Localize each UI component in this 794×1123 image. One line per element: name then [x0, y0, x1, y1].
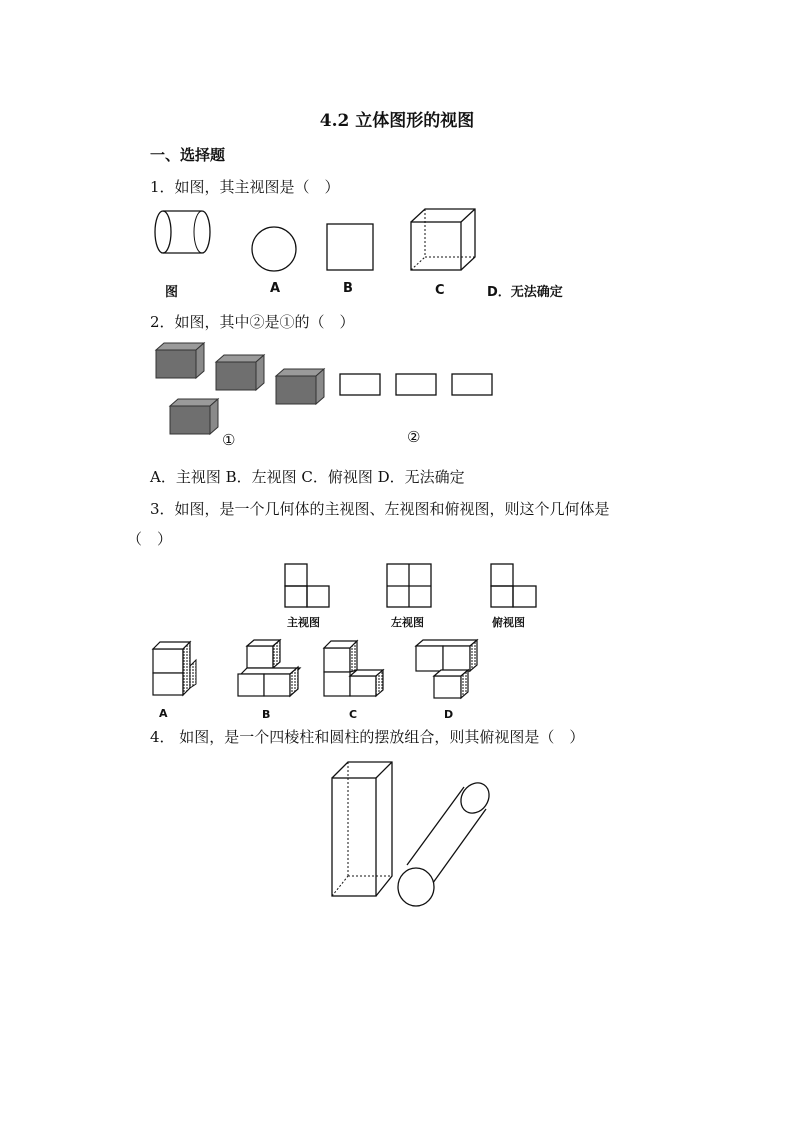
q1-option-b-square	[325, 222, 377, 274]
q1-option-a-label: A	[270, 281, 281, 296]
q4-prism	[332, 762, 392, 896]
q2-block-3	[276, 369, 324, 404]
q1-figure-label: 图	[165, 285, 179, 300]
q3-solid-b	[238, 640, 300, 696]
q3-choice-c-label: C	[349, 708, 358, 721]
q3-choice-b-label: B	[262, 708, 271, 721]
q1-option-c-cube	[408, 206, 480, 274]
q3-top-view	[489, 562, 541, 612]
question-1-text: 1．如图，其主视图是（ ）	[150, 178, 340, 196]
q2-block-2	[216, 355, 264, 390]
q2-mark-1: ①	[222, 431, 236, 449]
q1-option-b-label: B	[343, 281, 353, 296]
q2-options: A．主视图 B．左视图 C．俯视图 D．无法确定	[150, 468, 465, 486]
q4-prism-and-cylinder	[328, 758, 498, 910]
q3-solids	[150, 636, 490, 708]
section-heading: 一、选择题	[150, 146, 226, 164]
question-2-text: 2．如图，其中②是①的（ ）	[150, 313, 355, 331]
q1-cylinder-figure	[150, 208, 220, 268]
q2-block-4	[170, 399, 218, 434]
question-4-text: 4． 如图，是一个四棱柱和圆柱的摆放组合，则其俯视图是（ ）	[150, 728, 585, 746]
q1-option-c-label: C	[435, 283, 445, 298]
q1-option-d-label: D．无法确定	[487, 285, 563, 300]
q2-view-rectangles	[338, 372, 498, 402]
q3-front-view	[283, 562, 333, 612]
q3-solid-d	[416, 640, 477, 698]
q4-cylinder	[398, 777, 495, 906]
q1-option-a-circle	[250, 225, 300, 275]
question-3-text-line2: （ ）	[127, 530, 173, 548]
q2-block-1	[156, 343, 204, 378]
q3-choice-a-label: A	[159, 707, 168, 720]
q2-mark-2: ②	[407, 428, 421, 446]
q3-top-view-label: 俯视图	[492, 616, 525, 629]
q3-front-view-label: 主视图	[287, 616, 320, 629]
q3-solid-c	[324, 641, 383, 696]
q3-solid-a	[153, 642, 196, 695]
q2-solid-figures	[150, 340, 330, 450]
q3-left-view-label: 左视图	[391, 616, 424, 629]
question-3-text-line1: 3．如图，是一个几何体的主视图、左视图和俯视图，则这个几何体是	[150, 500, 610, 518]
q3-left-view	[385, 562, 435, 612]
q3-choice-d-label: D	[444, 708, 454, 721]
page-title: 4.2 立体图形的视图	[319, 111, 475, 131]
